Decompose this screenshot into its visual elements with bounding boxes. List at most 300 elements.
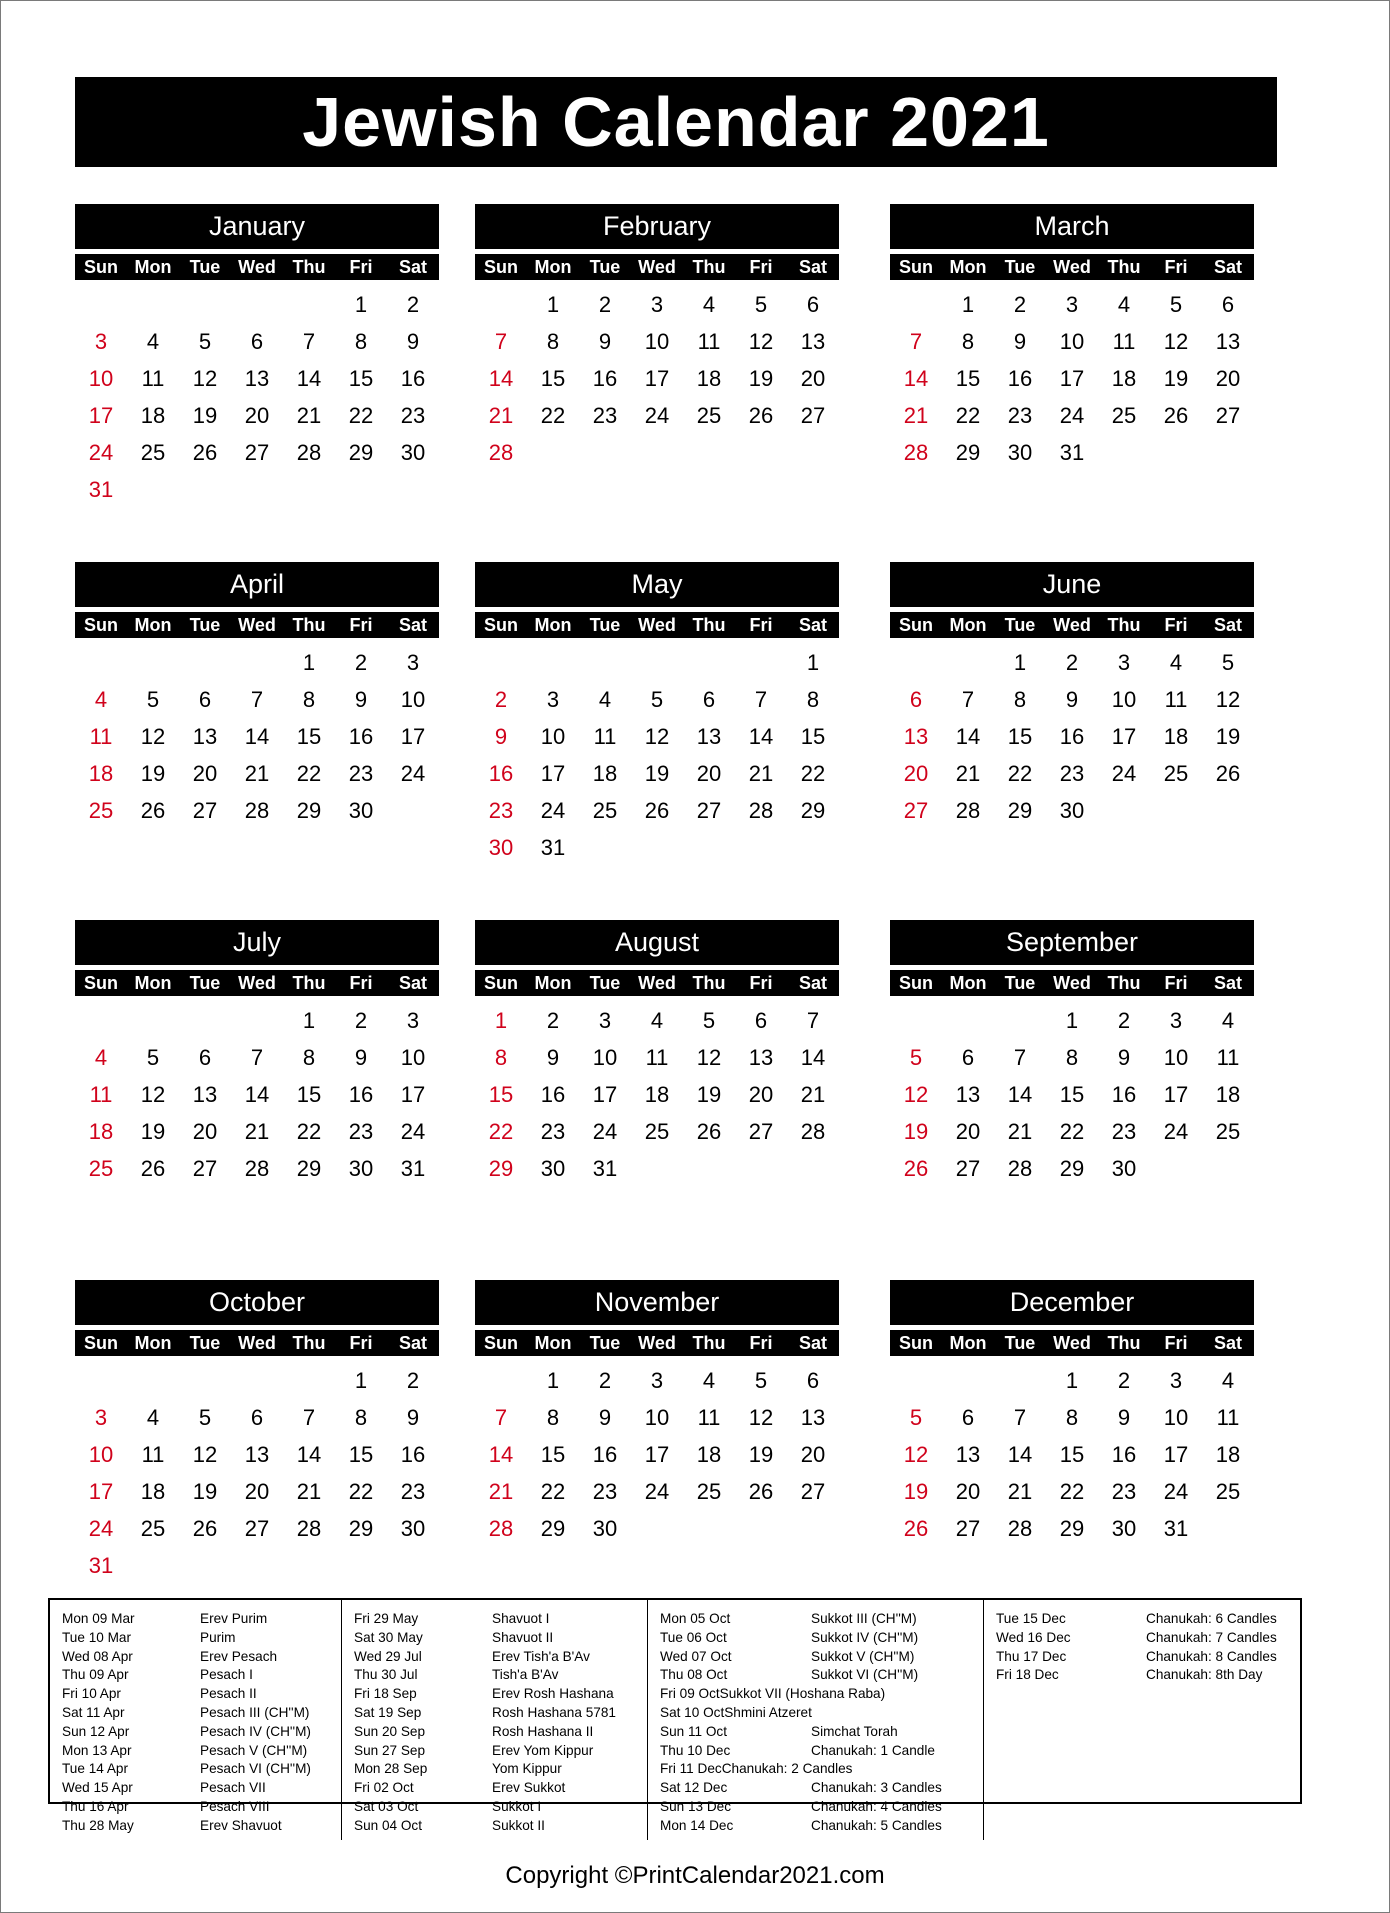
holiday-row bbox=[62, 1629, 335, 1648]
weekday-label: Sun bbox=[899, 1332, 933, 1353]
day-cell: 17 bbox=[400, 1081, 426, 1107]
day-cell: 8 bbox=[1065, 1044, 1079, 1070]
weekday-header-row bbox=[475, 970, 839, 996]
holiday-date: Sat 11 Apr bbox=[62, 1704, 125, 1720]
weekday-label: Sun bbox=[899, 972, 933, 993]
empty-cell bbox=[994, 1362, 1046, 1399]
weekday-header-row bbox=[475, 612, 839, 638]
empty-cell bbox=[231, 1002, 283, 1039]
day-cell: 13 bbox=[192, 1081, 218, 1107]
holiday-row bbox=[660, 1629, 977, 1648]
weekday-label: Thu bbox=[1107, 1332, 1141, 1353]
holiday-date: Mon 28 Sep bbox=[354, 1761, 428, 1777]
holiday-name: Yom Kippur bbox=[492, 1761, 562, 1777]
day-cell: 15 bbox=[488, 1081, 514, 1107]
weekday-label: Tue bbox=[1004, 614, 1036, 635]
holiday-name: Pesach II bbox=[200, 1686, 257, 1702]
holiday-name: Erev Pesach bbox=[200, 1648, 278, 1664]
day-cell: 30 bbox=[1111, 1155, 1137, 1181]
day-cell: 10 bbox=[400, 1044, 426, 1070]
day-cell: 21 bbox=[488, 1478, 514, 1504]
days-grid bbox=[890, 1362, 1254, 1547]
holiday-name: Pesach I bbox=[200, 1667, 253, 1683]
month-april bbox=[75, 562, 439, 829]
holiday-date: Fri 09 Oct bbox=[660, 1686, 720, 1702]
day-cell: 27 bbox=[955, 1155, 981, 1181]
holiday-date: Thu 16 Apr bbox=[62, 1798, 129, 1814]
holiday-row bbox=[660, 1610, 977, 1629]
day-cell: 3 bbox=[650, 291, 664, 317]
holiday-row bbox=[62, 1610, 335, 1629]
day-cell: 24 bbox=[1111, 760, 1137, 786]
weekday-label: Wed bbox=[238, 256, 276, 277]
weekday-label: Tue bbox=[189, 1332, 221, 1353]
day-cell: 29 bbox=[955, 439, 981, 465]
days-grid bbox=[890, 644, 1254, 829]
day-cell: 6 bbox=[250, 1404, 264, 1430]
day-cell: 26 bbox=[903, 1515, 929, 1541]
day-cell: 28 bbox=[800, 1118, 826, 1144]
day-cell: 10 bbox=[1111, 686, 1137, 712]
holiday-date: Fri 02 Oct bbox=[354, 1780, 414, 1796]
weekday-label: Thu bbox=[292, 972, 326, 993]
day-cell: 16 bbox=[540, 1081, 566, 1107]
weekday-header-row bbox=[890, 254, 1254, 280]
weekday-label: Fri bbox=[349, 1332, 373, 1353]
day-cell: 13 bbox=[696, 723, 722, 749]
holiday-row bbox=[660, 1760, 977, 1779]
day-cell: 30 bbox=[1111, 1515, 1137, 1541]
empty-cell bbox=[890, 644, 942, 681]
weekday-label: Wed bbox=[638, 972, 676, 993]
weekday-label: Thu bbox=[292, 256, 326, 277]
day-cell: 14 bbox=[903, 365, 929, 391]
weekday-label: Sat bbox=[398, 972, 427, 993]
weekday-label: Wed bbox=[1053, 972, 1091, 993]
day-cell: 2 bbox=[546, 1007, 560, 1033]
day-cell: 1 bbox=[494, 1007, 508, 1033]
day-cell: 30 bbox=[348, 797, 374, 823]
day-cell: 7 bbox=[302, 1404, 316, 1430]
day-cell: 4 bbox=[702, 291, 716, 317]
day-cell: 28 bbox=[903, 439, 929, 465]
day-cell: 6 bbox=[961, 1044, 975, 1070]
day-cell: 14 bbox=[488, 1441, 514, 1467]
holiday-row bbox=[660, 1742, 977, 1761]
day-cell: 13 bbox=[800, 1404, 826, 1430]
holiday-date: Wed 29 Jul bbox=[354, 1648, 422, 1664]
day-cell: 14 bbox=[1007, 1081, 1033, 1107]
day-cell: 20 bbox=[903, 760, 929, 786]
day-cell: 5 bbox=[1221, 649, 1235, 675]
weekday-label: Fri bbox=[1164, 614, 1188, 635]
day-cell: 23 bbox=[1059, 760, 1085, 786]
day-cell: 3 bbox=[94, 1404, 108, 1430]
holiday-row bbox=[62, 1704, 335, 1723]
day-cell: 21 bbox=[296, 1478, 322, 1504]
day-cell: 22 bbox=[488, 1118, 514, 1144]
weekday-label: Mon bbox=[134, 614, 172, 635]
days-grid bbox=[475, 286, 839, 471]
day-cell: 30 bbox=[400, 439, 426, 465]
day-cell: 16 bbox=[400, 1441, 426, 1467]
day-cell: 16 bbox=[592, 365, 618, 391]
day-cell: 19 bbox=[192, 402, 218, 428]
day-cell: 28 bbox=[1007, 1515, 1033, 1541]
weekday-label: Sun bbox=[484, 1332, 518, 1353]
day-cell: 31 bbox=[540, 834, 566, 860]
day-cell: 1 bbox=[302, 649, 316, 675]
day-cell: 19 bbox=[1215, 723, 1241, 749]
weekday-label: Tue bbox=[589, 1332, 621, 1353]
weekday-label: Thu bbox=[692, 256, 726, 277]
weekday-label: Sat bbox=[398, 614, 427, 635]
day-cell: 10 bbox=[540, 723, 566, 749]
day-cell: 23 bbox=[400, 402, 426, 428]
empty-cell bbox=[231, 286, 283, 323]
day-cell: 22 bbox=[296, 1118, 322, 1144]
empty-cell bbox=[475, 286, 527, 323]
day-cell: 14 bbox=[748, 723, 774, 749]
day-cell: 9 bbox=[1013, 328, 1027, 354]
weekday-label: Sat bbox=[1213, 614, 1242, 635]
day-cell: 2 bbox=[406, 1367, 420, 1393]
days-grid bbox=[475, 1362, 839, 1547]
empty-cell bbox=[890, 1362, 942, 1399]
day-cell: 31 bbox=[1163, 1515, 1189, 1541]
day-cell: 13 bbox=[955, 1441, 981, 1467]
weekday-header-row bbox=[75, 254, 439, 280]
day-cell: 2 bbox=[354, 649, 368, 675]
holiday-name: Sukkot VII (Hoshana Raba) bbox=[719, 1686, 886, 1702]
holiday-name: Chanukah: 8th Day bbox=[1146, 1667, 1263, 1683]
weekday-header-row bbox=[890, 970, 1254, 996]
day-cell: 18 bbox=[696, 1441, 722, 1467]
day-cell: 2 bbox=[1117, 1367, 1131, 1393]
day-cell: 19 bbox=[192, 1478, 218, 1504]
day-cell: 8 bbox=[546, 328, 560, 354]
day-cell: 5 bbox=[754, 291, 768, 317]
day-cell: 27 bbox=[800, 402, 826, 428]
day-cell: 28 bbox=[488, 439, 514, 465]
day-cell: 23 bbox=[348, 760, 374, 786]
holiday-row bbox=[354, 1666, 641, 1685]
weekday-label: Fri bbox=[749, 1332, 773, 1353]
day-cell: 3 bbox=[598, 1007, 612, 1033]
weekday-label: Sun bbox=[899, 256, 933, 277]
weekday-header-row bbox=[890, 1330, 1254, 1356]
holiday-date: Wed 16 Dec bbox=[996, 1629, 1071, 1645]
day-cell: 6 bbox=[754, 1007, 768, 1033]
day-cell: 27 bbox=[903, 797, 929, 823]
day-cell: 8 bbox=[354, 328, 368, 354]
day-cell: 13 bbox=[192, 723, 218, 749]
empty-cell bbox=[127, 644, 179, 681]
holiday-date: Fri 29 May bbox=[354, 1611, 419, 1626]
empty-cell bbox=[75, 1002, 127, 1039]
day-cell: 19 bbox=[140, 1118, 166, 1144]
day-cell: 24 bbox=[644, 402, 670, 428]
empty-cell bbox=[942, 1362, 994, 1399]
weekday-label: Sat bbox=[1213, 972, 1242, 993]
day-cell: 20 bbox=[800, 365, 826, 391]
day-cell: 23 bbox=[540, 1118, 566, 1144]
day-cell: 23 bbox=[400, 1478, 426, 1504]
holiday-name: Erev Tish'a B'Av bbox=[492, 1648, 590, 1664]
weekday-label: Mon bbox=[949, 972, 987, 993]
day-cell: 26 bbox=[903, 1155, 929, 1181]
day-cell: 8 bbox=[546, 1404, 560, 1430]
day-cell: 3 bbox=[1169, 1367, 1183, 1393]
day-cell: 6 bbox=[909, 686, 923, 712]
holiday-date: Sat 19 Sep bbox=[354, 1704, 422, 1720]
day-cell: 16 bbox=[1111, 1441, 1137, 1467]
day-cell: 6 bbox=[1221, 291, 1235, 317]
holiday-row bbox=[62, 1817, 335, 1836]
weekday-label: Thu bbox=[1107, 614, 1141, 635]
holiday-name: Simchat Torah bbox=[811, 1723, 898, 1739]
day-cell: 7 bbox=[961, 686, 975, 712]
day-cell: 14 bbox=[244, 723, 270, 749]
day-cell: 11 bbox=[141, 1441, 165, 1467]
day-cell: 15 bbox=[1007, 723, 1033, 749]
day-cell: 2 bbox=[406, 291, 420, 317]
day-cell: 9 bbox=[406, 328, 420, 354]
day-cell: 12 bbox=[140, 723, 166, 749]
month-september bbox=[890, 920, 1254, 1187]
empty-cell bbox=[231, 1362, 283, 1399]
day-cell: 25 bbox=[696, 1478, 722, 1504]
weekday-label: Thu bbox=[692, 614, 726, 635]
day-cell: 10 bbox=[644, 328, 670, 354]
day-cell: 11 bbox=[1216, 1404, 1240, 1430]
day-cell: 23 bbox=[592, 402, 618, 428]
day-cell: 30 bbox=[1007, 439, 1033, 465]
empty-cell bbox=[179, 644, 231, 681]
empty-cell bbox=[179, 286, 231, 323]
day-cell: 11 bbox=[1216, 1044, 1240, 1070]
empty-cell bbox=[475, 1362, 527, 1399]
day-cell: 20 bbox=[955, 1118, 981, 1144]
day-cell: 31 bbox=[1059, 439, 1085, 465]
day-cell: 1 bbox=[354, 291, 368, 317]
empty-cell bbox=[127, 286, 179, 323]
day-cell: 25 bbox=[1215, 1478, 1241, 1504]
holiday-row bbox=[354, 1798, 641, 1817]
day-cell: 8 bbox=[961, 328, 975, 354]
day-cell: 24 bbox=[88, 1515, 114, 1541]
day-cell: 26 bbox=[748, 402, 774, 428]
day-cell: 4 bbox=[146, 1404, 160, 1430]
day-cell: 24 bbox=[400, 760, 426, 786]
weekday-label: Sat bbox=[798, 256, 827, 277]
day-cell: 24 bbox=[540, 797, 566, 823]
day-cell: 9 bbox=[494, 723, 508, 749]
day-cell: 5 bbox=[1169, 291, 1183, 317]
holiday-name: Shavuot I bbox=[492, 1611, 550, 1626]
day-cell: 13 bbox=[1215, 328, 1241, 354]
weekday-header-row bbox=[475, 1330, 839, 1356]
day-cell: 7 bbox=[806, 1007, 820, 1033]
day-cell: 31 bbox=[88, 476, 114, 502]
day-cell: 10 bbox=[1163, 1404, 1189, 1430]
day-cell: 4 bbox=[650, 1007, 664, 1033]
day-cell: 11 bbox=[697, 1404, 721, 1430]
month-header: December bbox=[890, 1280, 1254, 1325]
day-cell: 15 bbox=[348, 1441, 374, 1467]
weekday-label: Wed bbox=[1053, 1332, 1091, 1353]
holiday-name: Pesach IV (CH''M) bbox=[200, 1723, 311, 1739]
holiday-name: Sukkot IV (CH''M) bbox=[811, 1629, 919, 1645]
month-december bbox=[890, 1280, 1254, 1547]
day-cell: 8 bbox=[1013, 686, 1027, 712]
empty-cell bbox=[683, 644, 735, 681]
day-cell: 18 bbox=[88, 1118, 114, 1144]
day-cell: 14 bbox=[800, 1044, 826, 1070]
day-cell: 13 bbox=[903, 723, 929, 749]
day-cell: 17 bbox=[644, 1441, 670, 1467]
weekday-label: Wed bbox=[238, 1332, 276, 1353]
holiday-row bbox=[996, 1629, 1294, 1648]
empty-cell bbox=[179, 1362, 231, 1399]
holiday-date: Sat 03 Oct bbox=[354, 1798, 419, 1814]
day-cell: 23 bbox=[488, 797, 514, 823]
holiday-name: Sukkot II bbox=[492, 1817, 545, 1833]
day-cell: 17 bbox=[1163, 1441, 1189, 1467]
day-cell: 15 bbox=[955, 365, 981, 391]
day-cell: 14 bbox=[244, 1081, 270, 1107]
weekday-label: Fri bbox=[349, 614, 373, 635]
day-cell: 7 bbox=[302, 328, 316, 354]
day-cell: 5 bbox=[754, 1367, 768, 1393]
day-cell: 2 bbox=[1065, 649, 1079, 675]
holiday-name: Chanukah: 1 Candle bbox=[811, 1742, 935, 1758]
day-cell: 8 bbox=[302, 686, 316, 712]
day-cell: 27 bbox=[244, 1515, 270, 1541]
holiday-row bbox=[354, 1723, 641, 1742]
day-cell: 5 bbox=[146, 1044, 160, 1070]
day-cell: 22 bbox=[296, 760, 322, 786]
day-cell: 22 bbox=[348, 1478, 374, 1504]
day-cell: 18 bbox=[1215, 1081, 1241, 1107]
day-cell: 21 bbox=[296, 402, 322, 428]
day-cell: 6 bbox=[806, 1367, 820, 1393]
day-cell: 12 bbox=[1163, 328, 1189, 354]
weekday-label: Thu bbox=[292, 614, 326, 635]
day-cell: 26 bbox=[1215, 760, 1241, 786]
day-cell: 13 bbox=[244, 365, 270, 391]
empty-cell bbox=[942, 1002, 994, 1039]
day-cell: 26 bbox=[140, 797, 166, 823]
day-cell: 15 bbox=[296, 1081, 322, 1107]
day-cell: 6 bbox=[806, 291, 820, 317]
day-cell: 18 bbox=[696, 365, 722, 391]
day-cell: 19 bbox=[748, 1441, 774, 1467]
day-cell: 19 bbox=[140, 760, 166, 786]
month-header: February bbox=[475, 204, 839, 249]
day-cell: 4 bbox=[1221, 1367, 1235, 1393]
weekday-label: Sun bbox=[484, 614, 518, 635]
day-cell: 19 bbox=[696, 1081, 722, 1107]
day-cell: 11 bbox=[645, 1044, 669, 1070]
weekday-label: Sat bbox=[798, 972, 827, 993]
day-cell: 23 bbox=[348, 1118, 374, 1144]
weekday-label: Wed bbox=[638, 256, 676, 277]
weekday-label: Tue bbox=[189, 972, 221, 993]
day-cell: 26 bbox=[644, 797, 670, 823]
day-cell: 29 bbox=[1059, 1155, 1085, 1181]
holiday-date: Sun 12 Apr bbox=[62, 1723, 130, 1739]
weekday-label: Sat bbox=[398, 256, 427, 277]
day-cell: 21 bbox=[748, 760, 774, 786]
weekday-label: Mon bbox=[134, 256, 172, 277]
holiday-name: Erev Rosh Hashana bbox=[492, 1686, 614, 1702]
day-cell: 26 bbox=[1163, 402, 1189, 428]
day-cell: 22 bbox=[1007, 760, 1033, 786]
day-cell: 24 bbox=[1163, 1118, 1189, 1144]
day-cell: 9 bbox=[1117, 1404, 1131, 1430]
holiday-table bbox=[48, 1598, 1302, 1833]
day-cell: 24 bbox=[400, 1118, 426, 1144]
day-cell: 30 bbox=[592, 1515, 618, 1541]
day-cell: 11 bbox=[1164, 686, 1188, 712]
day-cell: 28 bbox=[244, 1155, 270, 1181]
holiday-name: Pesach V (CH''M) bbox=[200, 1742, 308, 1758]
day-cell: 7 bbox=[250, 686, 264, 712]
day-cell: 2 bbox=[494, 686, 508, 712]
weekday-label: Sat bbox=[798, 614, 827, 635]
day-cell: 22 bbox=[800, 760, 826, 786]
month-header: January bbox=[75, 204, 439, 249]
day-cell: 4 bbox=[94, 1044, 108, 1070]
day-cell: 12 bbox=[748, 1404, 774, 1430]
weekday-header-row bbox=[75, 1330, 439, 1356]
holiday-row bbox=[354, 1704, 641, 1723]
weekday-label: Fri bbox=[349, 972, 373, 993]
day-cell: 5 bbox=[198, 328, 212, 354]
day-cell: 30 bbox=[400, 1515, 426, 1541]
day-cell: 21 bbox=[955, 760, 981, 786]
weekday-label: Sun bbox=[84, 614, 118, 635]
empty-cell bbox=[127, 1002, 179, 1039]
day-cell: 7 bbox=[250, 1044, 264, 1070]
page-title: Jewish Calendar 2021 bbox=[75, 77, 1277, 167]
weekday-label: Fri bbox=[1164, 972, 1188, 993]
day-cell: 13 bbox=[800, 328, 826, 354]
weekday-label: Wed bbox=[1053, 256, 1091, 277]
holiday-date: Wed 08 Apr bbox=[62, 1648, 133, 1664]
day-cell: 28 bbox=[955, 797, 981, 823]
day-cell: 21 bbox=[244, 760, 270, 786]
day-cell: 16 bbox=[348, 723, 374, 749]
day-cell: 9 bbox=[546, 1044, 560, 1070]
holiday-name: Erev Purim bbox=[200, 1611, 268, 1626]
day-cell: 10 bbox=[400, 686, 426, 712]
day-cell: 25 bbox=[1215, 1118, 1241, 1144]
holiday-name: Erev Sukkot bbox=[492, 1780, 566, 1796]
day-cell: 9 bbox=[598, 1404, 612, 1430]
day-cell: 16 bbox=[592, 1441, 618, 1467]
day-cell: 2 bbox=[354, 1007, 368, 1033]
weekday-label: Tue bbox=[1004, 972, 1036, 993]
day-cell: 14 bbox=[955, 723, 981, 749]
day-cell: 3 bbox=[1117, 649, 1131, 675]
copyright-text: Copyright ©PrintCalendar2021.com bbox=[505, 1862, 885, 1889]
weekday-label: Sun bbox=[899, 614, 933, 635]
day-cell: 28 bbox=[244, 797, 270, 823]
weekday-label: Tue bbox=[1004, 256, 1036, 277]
day-cell: 12 bbox=[903, 1441, 929, 1467]
